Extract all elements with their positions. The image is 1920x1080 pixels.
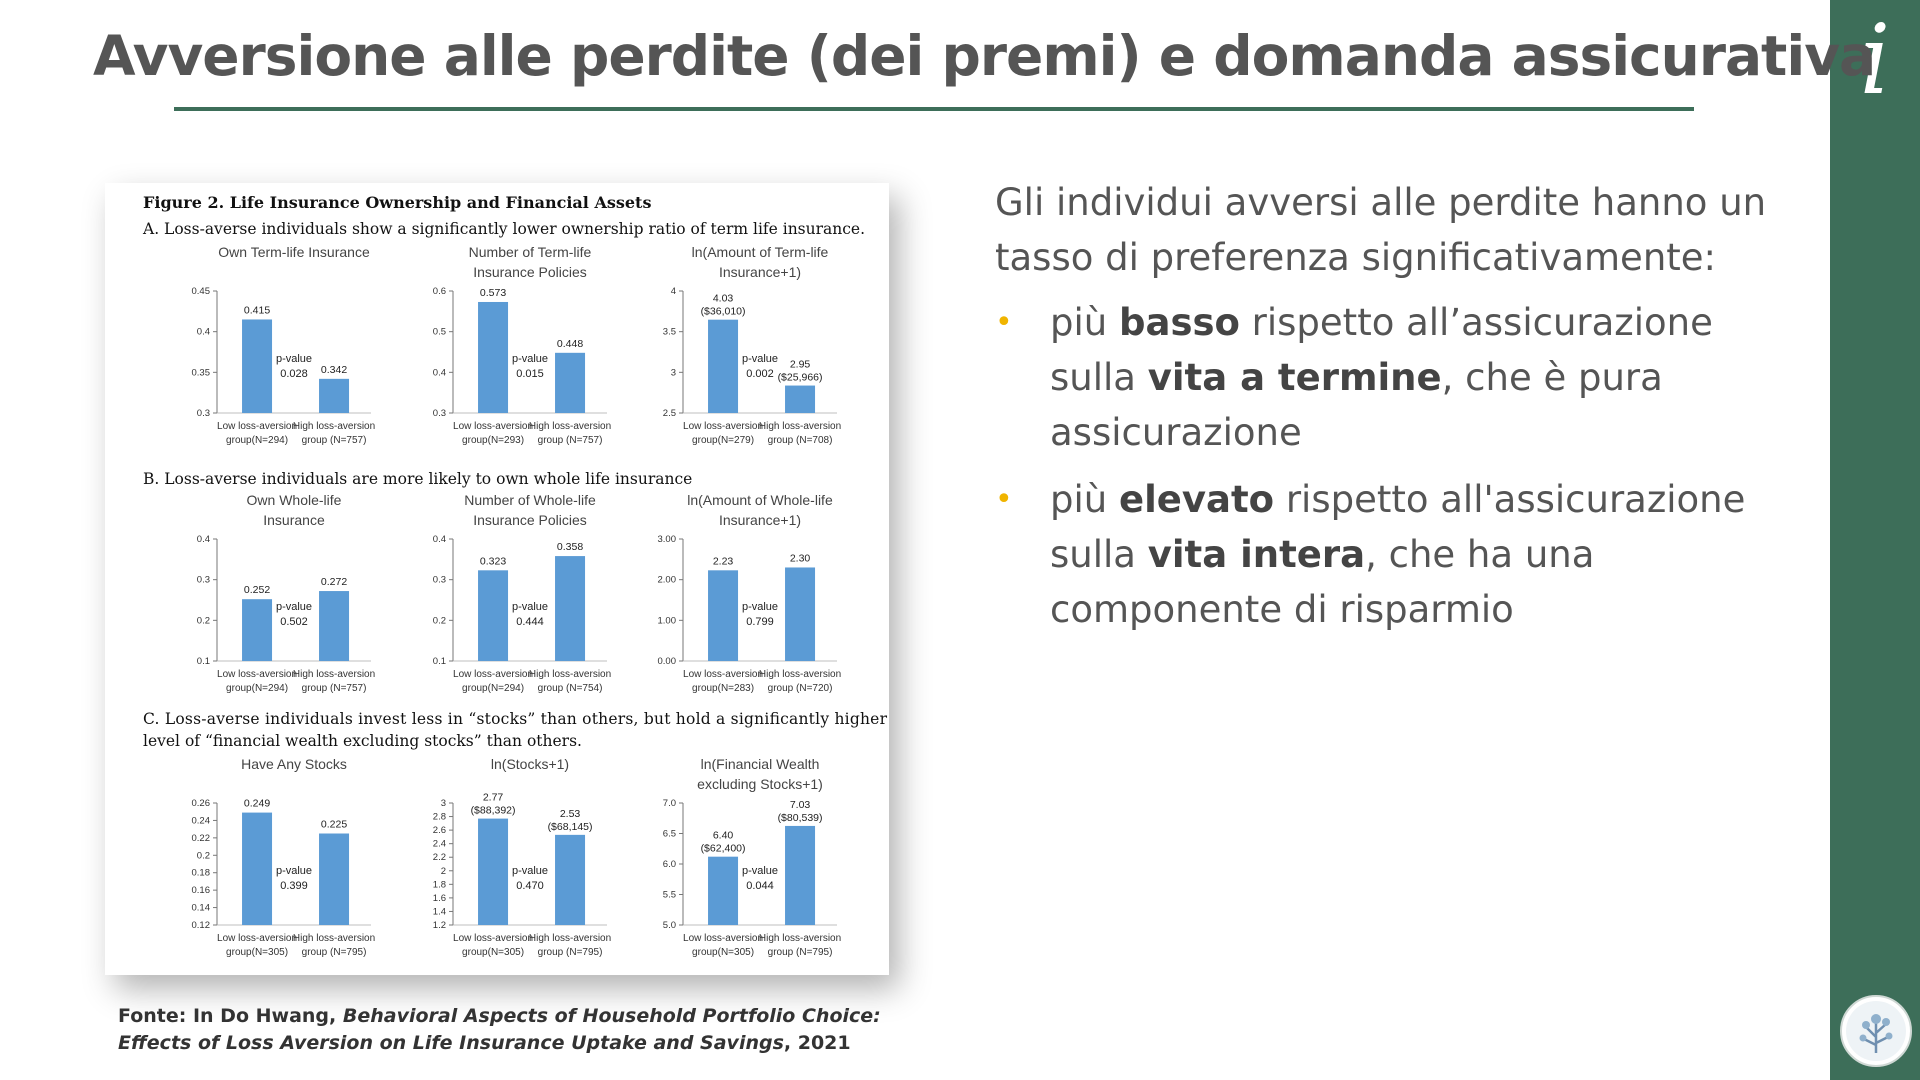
section-a-label: A. Loss-averse individuals show a significantly lower ownership ratio of term life insurance. bbox=[143, 220, 866, 238]
bullet-text: più bbox=[1050, 478, 1119, 521]
page-title: Avversione alle perdite (dei premi) e domanda assicurativa bbox=[93, 24, 1876, 88]
bar bbox=[319, 591, 349, 661]
data-label: 0.252 bbox=[243, 584, 271, 597]
p-value-label: p-value bbox=[511, 601, 549, 613]
charts-group bbox=[192, 244, 842, 958]
y-tick-label: 0.14 bbox=[191, 902, 210, 914]
chart-title: ln(Financial Wealth bbox=[700, 756, 820, 772]
section-c-label: C. Loss-averse individuals invest less in “stocks” than others, but hold a significantly higher bbox=[143, 710, 887, 728]
p-value-label: p-value bbox=[275, 865, 313, 877]
bar bbox=[478, 819, 508, 925]
category-label: Low loss-aversion bbox=[683, 933, 764, 944]
category-label-group: group(N=294) bbox=[226, 435, 289, 446]
y-tick-label: 1.2 bbox=[432, 920, 446, 931]
bar bbox=[478, 302, 508, 413]
category-label-group: group (N=757) bbox=[301, 683, 367, 694]
data-label: 2.53 bbox=[559, 807, 581, 820]
p-value-label: p-value bbox=[275, 601, 313, 613]
bar bbox=[242, 813, 272, 925]
y-tick-label: 0.4 bbox=[196, 534, 210, 545]
bar bbox=[708, 320, 738, 413]
y-tick-label: 2 bbox=[440, 865, 446, 877]
bullet-bold: basso bbox=[1118, 301, 1240, 344]
y-tick-label: 0.18 bbox=[191, 867, 210, 879]
source-year: , 2021 bbox=[783, 1032, 851, 1054]
data-label: 6.40 bbox=[712, 829, 734, 842]
bullet-item-term-life bbox=[995, 295, 1795, 460]
category-label-group: group (N=757) bbox=[301, 435, 367, 446]
y-tick-label: 6.5 bbox=[662, 828, 676, 840]
y-tick-label: 0.26 bbox=[191, 798, 210, 809]
category-label-group: group(N=283) bbox=[692, 683, 755, 694]
bullet-text: rispetto all’assicurazione sulla bbox=[1050, 301, 1713, 399]
p-value: 0.799 bbox=[746, 616, 774, 628]
category-label: Low loss-aversion bbox=[683, 421, 764, 432]
y-tick-label: 0.3 bbox=[432, 574, 446, 586]
figure-title: Figure 2. Life Insurance Ownership and Financial Assets bbox=[143, 193, 652, 212]
category-label: High loss-aversion bbox=[758, 421, 842, 432]
bar bbox=[242, 319, 272, 413]
y-tick-label: 0.4 bbox=[432, 534, 446, 545]
y-tick-label: 0.1 bbox=[432, 656, 446, 667]
p-value: 0.470 bbox=[516, 880, 544, 892]
source-prefix: Fonte: In Do Hwang, bbox=[118, 1005, 343, 1027]
p-value-label: p-value bbox=[511, 353, 549, 365]
bullet-dot-icon: • bbox=[995, 482, 1013, 517]
y-tick-label: 0.16 bbox=[191, 885, 210, 897]
source-citation bbox=[118, 1003, 881, 1057]
category-label: High loss-aversion bbox=[292, 421, 376, 432]
bar bbox=[785, 567, 815, 661]
bullet-bold: vita intera bbox=[1147, 533, 1366, 576]
data-label: 2.23 bbox=[712, 555, 734, 568]
p-value: 0.399 bbox=[280, 880, 308, 892]
chart-title: Number of Whole-life bbox=[464, 492, 596, 508]
y-tick-label: 0.22 bbox=[191, 832, 210, 844]
category-label-group: group (N=754) bbox=[537, 683, 603, 694]
category-label: High loss-aversion bbox=[292, 669, 376, 680]
y-tick-label: 1.8 bbox=[432, 879, 446, 891]
y-tick-label: 5.0 bbox=[662, 920, 676, 931]
data-label: 4.03 bbox=[712, 292, 734, 305]
bullet-text: più bbox=[1050, 301, 1119, 344]
bar bbox=[708, 570, 738, 661]
data-label: 0.249 bbox=[243, 797, 271, 810]
category-label: Low loss-aversion bbox=[217, 421, 298, 432]
y-tick-label: 1.4 bbox=[432, 906, 446, 918]
y-tick-label: 0.45 bbox=[191, 286, 210, 297]
data-label: 2.77 bbox=[482, 791, 504, 804]
y-tick-label: 0.24 bbox=[191, 815, 210, 827]
bar bbox=[708, 857, 738, 925]
category-label-group: group(N=305) bbox=[692, 947, 755, 958]
y-tick-label: 0.4 bbox=[432, 367, 446, 379]
bullet-text: rispetto all'assicurazione sulla bbox=[1050, 478, 1746, 576]
category-label: Low loss-aversion bbox=[683, 669, 764, 680]
y-tick-label: 0.2 bbox=[196, 615, 210, 627]
bullet-text: , che ha una componente di risparmio bbox=[1050, 533, 1595, 631]
category-label: Low loss-aversion bbox=[453, 669, 534, 680]
bar bbox=[319, 379, 349, 413]
y-tick-label: 2.4 bbox=[432, 838, 446, 850]
data-label: 0.573 bbox=[479, 286, 507, 299]
data-label-amount: ($36,010) bbox=[700, 305, 746, 318]
data-label: 0.448 bbox=[556, 337, 584, 350]
figure-svg bbox=[105, 183, 889, 975]
category-label: Low loss-aversion bbox=[453, 421, 534, 432]
y-tick-label: 7.0 bbox=[662, 798, 676, 809]
data-label: 0.342 bbox=[320, 363, 348, 376]
category-label: Low loss-aversion bbox=[217, 669, 298, 680]
y-tick-label: 0.2 bbox=[196, 850, 210, 862]
y-tick-label: 0.4 bbox=[196, 326, 210, 338]
category-label-group: group (N=795) bbox=[537, 947, 603, 958]
bar bbox=[785, 386, 815, 413]
category-label-group: group(N=294) bbox=[226, 683, 289, 694]
category-label: High loss-aversion bbox=[758, 933, 842, 944]
bullet-bold: elevato bbox=[1118, 478, 1275, 521]
bar bbox=[785, 826, 815, 925]
chart-title: Own Term-life Insurance bbox=[218, 244, 370, 260]
data-label: 0.225 bbox=[320, 818, 348, 831]
y-tick-label: 1.00 bbox=[657, 615, 676, 627]
bullet-item-whole-life bbox=[995, 472, 1795, 637]
bullet-text: , che è pura assicurazione bbox=[1050, 356, 1663, 454]
bullet-list bbox=[995, 295, 1795, 637]
intro-text: Gli individui avversi alle perdite hanno un tasso di preferenza significativamente: bbox=[995, 181, 1767, 279]
category-label-group: group (N=757) bbox=[537, 435, 603, 446]
category-label: Low loss-aversion bbox=[453, 933, 534, 944]
chart-title: ln(Amount of Whole-life bbox=[687, 492, 833, 508]
y-tick-label: 4 bbox=[670, 286, 676, 297]
y-tick-label: 3.00 bbox=[657, 534, 676, 545]
category-label-group: group(N=294) bbox=[462, 683, 525, 694]
p-value-label: p-value bbox=[511, 865, 549, 877]
data-label: 0.272 bbox=[320, 576, 348, 589]
p-value: 0.002 bbox=[746, 368, 774, 380]
category-label: High loss-aversion bbox=[528, 421, 612, 432]
p-value: 0.015 bbox=[516, 368, 544, 380]
category-label: High loss-aversion bbox=[528, 669, 612, 680]
data-label-amount: ($25,966) bbox=[777, 371, 823, 384]
title-underline bbox=[174, 107, 1694, 111]
chart-title: Insurance bbox=[263, 512, 325, 528]
y-tick-label: 0.3 bbox=[196, 408, 210, 419]
category-label-group: group(N=305) bbox=[226, 947, 289, 958]
category-label: High loss-aversion bbox=[292, 933, 376, 944]
data-label-amount: ($80,539) bbox=[777, 811, 823, 824]
category-label-group: group(N=279) bbox=[692, 435, 755, 446]
y-tick-label: 2.8 bbox=[432, 811, 446, 823]
category-label: Low loss-aversion bbox=[217, 933, 298, 944]
p-value-label: p-value bbox=[741, 601, 779, 613]
source-work-line1: Behavioral Aspects of Household Portfolio Choice: bbox=[342, 1005, 881, 1027]
source-work-line2: Effects of Loss Aversion on Life Insurance Uptake and Savings bbox=[118, 1032, 784, 1054]
y-tick-label: 0.12 bbox=[191, 920, 210, 931]
y-tick-label: 0.2 bbox=[432, 615, 446, 627]
y-tick-label: 0.5 bbox=[432, 326, 446, 338]
section-b-label: B. Loss-averse individuals are more likely to own whole life insurance bbox=[143, 470, 693, 488]
y-tick-label: 6.0 bbox=[662, 859, 676, 870]
y-tick-label: 2.00 bbox=[657, 574, 676, 586]
category-label: High loss-aversion bbox=[758, 669, 842, 680]
figure-panel bbox=[105, 183, 889, 975]
chart-title: Insurance Policies bbox=[473, 512, 587, 528]
category-label-group: group(N=305) bbox=[462, 947, 525, 958]
info-icon[interactable]: i bbox=[1859, 4, 1891, 116]
category-label: High loss-aversion bbox=[528, 933, 612, 944]
chart-title: Insurance+1) bbox=[718, 264, 802, 280]
data-label: 0.358 bbox=[556, 541, 584, 554]
bullet-dot-icon: • bbox=[995, 305, 1013, 340]
data-label-amount: ($68,145) bbox=[547, 820, 593, 833]
p-value: 0.044 bbox=[746, 880, 774, 892]
bar bbox=[478, 570, 508, 661]
data-label: 0.415 bbox=[243, 304, 271, 317]
chart-title: Own Whole-life bbox=[246, 492, 342, 508]
tree-logo-icon bbox=[1840, 995, 1912, 1067]
bar bbox=[555, 556, 585, 661]
data-label-amount: ($88,392) bbox=[470, 804, 516, 817]
y-tick-label: 2.2 bbox=[432, 852, 446, 864]
y-tick-label: 3 bbox=[670, 367, 676, 379]
p-value: 0.444 bbox=[516, 616, 544, 628]
data-label-amount: ($62,400) bbox=[700, 842, 746, 855]
data-label: 0.323 bbox=[479, 555, 507, 568]
chart-title: Have Any Stocks bbox=[241, 756, 347, 772]
y-tick-label: 5.5 bbox=[662, 889, 676, 901]
category-label-group: group (N=795) bbox=[767, 947, 833, 958]
category-label-group: group (N=720) bbox=[767, 683, 833, 694]
y-tick-label: 2.6 bbox=[432, 825, 446, 837]
category-label-group: group (N=795) bbox=[301, 947, 367, 958]
bar bbox=[555, 353, 585, 413]
data-label: 2.30 bbox=[789, 552, 811, 565]
chart-title: ln(Stocks+1) bbox=[490, 756, 570, 772]
p-value-label: p-value bbox=[741, 865, 779, 877]
section-c-label-2: level of “financial wealth excluding stocks” than others. bbox=[143, 732, 582, 750]
p-value: 0.028 bbox=[280, 368, 308, 380]
bullet-bold: vita a termine bbox=[1147, 356, 1442, 399]
p-value-label: p-value bbox=[275, 353, 313, 365]
y-tick-label: 0.3 bbox=[196, 574, 210, 586]
category-label-group: group(N=293) bbox=[462, 435, 525, 446]
y-tick-label: 0.6 bbox=[432, 286, 446, 297]
bar bbox=[555, 835, 585, 925]
data-label: 2.95 bbox=[789, 358, 811, 371]
y-tick-label: 0.1 bbox=[196, 656, 210, 667]
chart-title: excluding Stocks+1) bbox=[697, 776, 823, 792]
right-sidebar bbox=[1830, 0, 1920, 1080]
y-tick-label: 2.5 bbox=[662, 408, 676, 419]
y-tick-label: 3 bbox=[440, 798, 446, 809]
chart-title: Insurance Policies bbox=[473, 264, 587, 280]
y-tick-label: 3.5 bbox=[662, 326, 676, 338]
p-value-label: p-value bbox=[741, 353, 779, 365]
chart-title: ln(Amount of Term-life bbox=[691, 244, 829, 260]
chart-title: Number of Term-life bbox=[468, 244, 592, 260]
y-tick-label: 0.3 bbox=[432, 408, 446, 419]
bar bbox=[319, 834, 349, 926]
category-label-group: group (N=708) bbox=[767, 435, 833, 446]
bar bbox=[242, 599, 272, 661]
p-value: 0.502 bbox=[280, 616, 308, 628]
body-text bbox=[995, 175, 1795, 649]
data-label: 7.03 bbox=[789, 798, 811, 811]
y-tick-label: 0.35 bbox=[191, 367, 210, 379]
y-tick-label: 1.6 bbox=[432, 892, 446, 904]
y-tick-label: 0.00 bbox=[657, 656, 676, 667]
chart-title: Insurance+1) bbox=[718, 512, 802, 528]
